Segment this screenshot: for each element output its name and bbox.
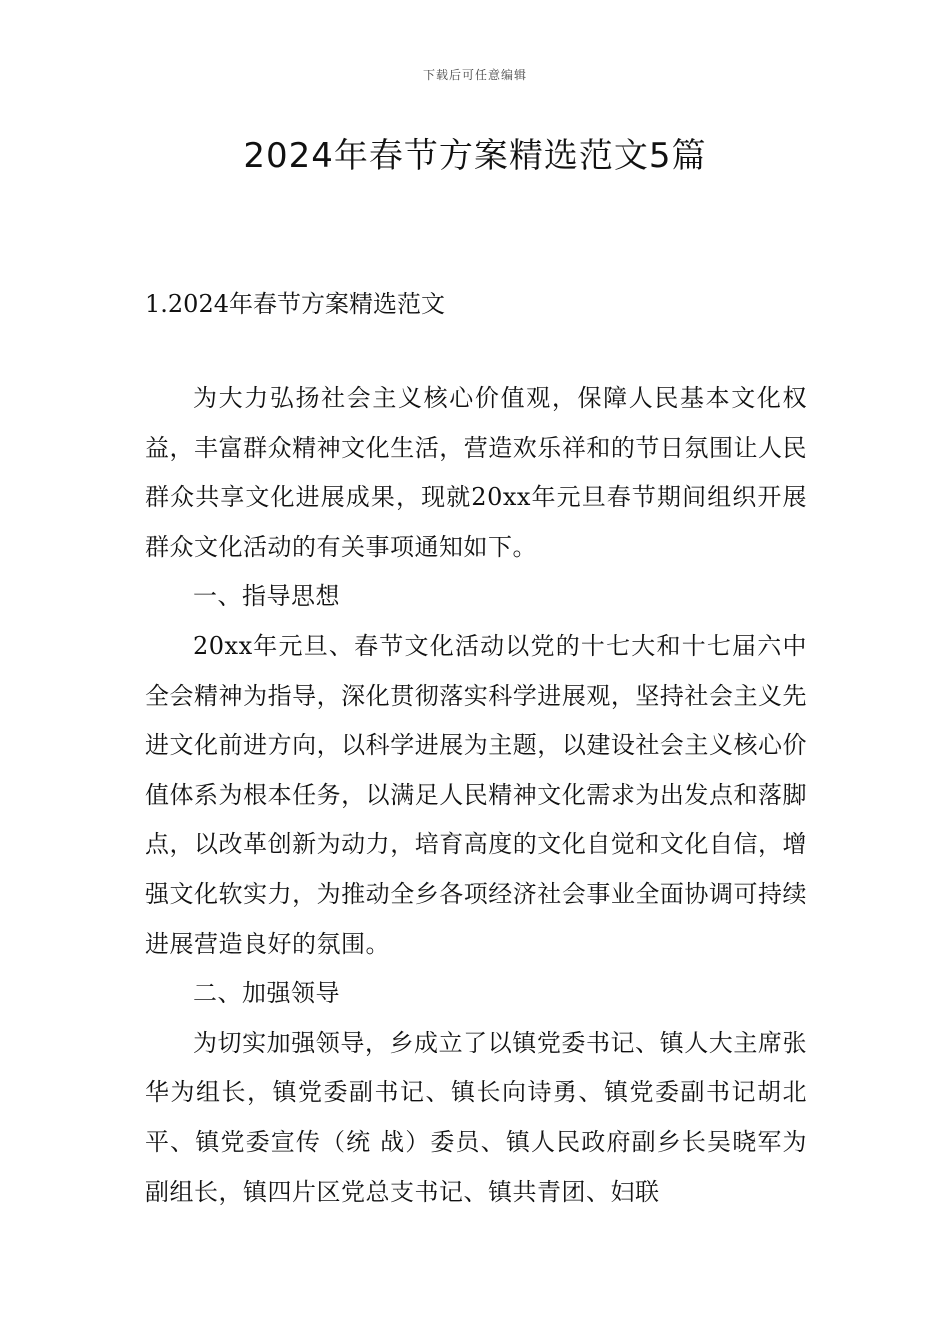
leadership-paragraph: 为切实加强领导，乡成立了以镇党委书记、镇人大主席张华为组长，镇党委副书记、镇长向诗勇、镇党委副书记胡北平、镇党委宣传（统 战）委员、镇人民政府副乡长吴晓军为副组长，镇四片区党总支书记、镇共青团、妇联 [145,1028,807,1206]
subheading-strengthen-leadership: 二、加强领导 [193,979,340,1008]
document-title: 2024年春节方案精选范文5篇 [243,136,707,176]
guiding-ideology-paragraph: 20xx年元旦、春节文化活动以党的十七大和十七届六中全会精神为指导，深化贯彻落实科学进展观，坚持社会主义先进文化前进方向，以科学进展为主题，以建设社会主义核心价值体系为根本任务，以满足人民精神文化需求为出发点和落脚点，以改革创新为动力，培育高度的文化自觉和文化自信，增强文化软实力，为推动全乡各项经济社会事业全面协调可持续进展营造良好的氛围。 [145,631,807,958]
document-body [145,374,807,1217]
section-heading: 1.2024年春节方案精选范文 [145,290,445,318]
header-note: 下载后可任意编辑 [422,68,527,82]
subheading-guiding-ideology: 一、指导思想 [193,582,340,611]
intro-paragraph: 为大力弘扬社会主义核心价值观，保障人民基本文化权益，丰富群众精神文化生活，营造欢乐祥和的节日氛围让人民群众共享文化进展成果，现就20xx年元旦春节期间组织开展群众文化活动的有关事项通知如下。 [145,384,807,561]
